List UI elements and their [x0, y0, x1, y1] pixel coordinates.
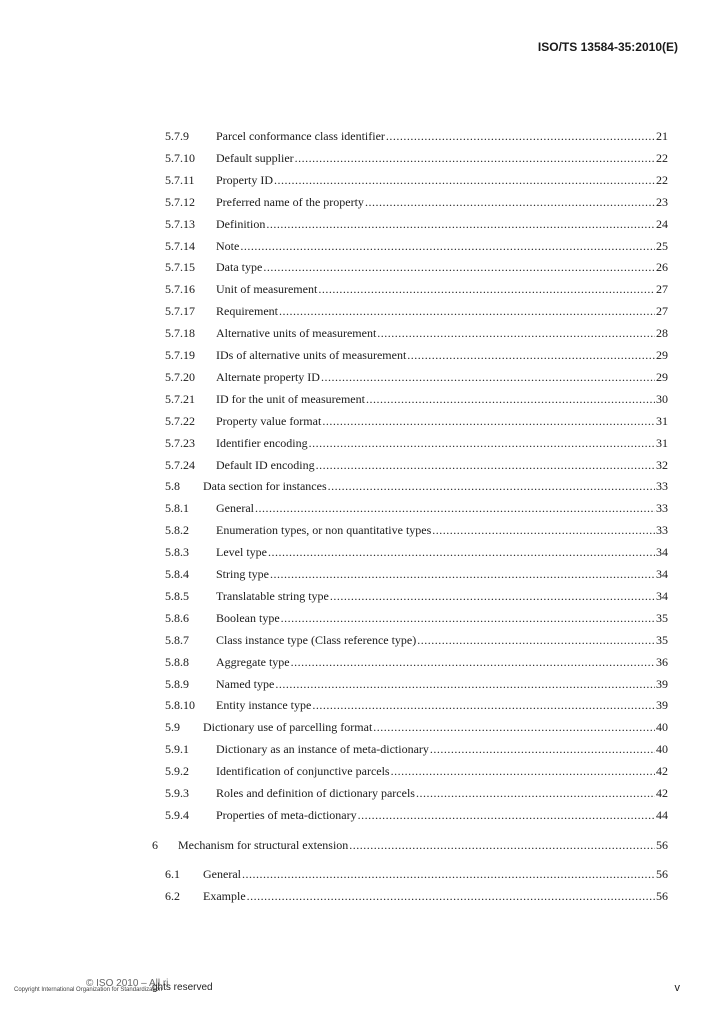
toc-entry-line — [216, 150, 668, 166]
toc-entry-title: Boolean type — [216, 610, 280, 625]
toc-entry-page: 32 — [656, 457, 668, 472]
toc-entry-title: Roles and definition of dictionary parcels — [216, 786, 415, 800]
toc-entry-page: 28 — [656, 326, 668, 341]
toc-dot-leader — [349, 837, 655, 853]
toc-entry-line — [216, 588, 668, 604]
toc-entry-title: Properties of meta-dictionary — [216, 807, 357, 822]
toc-dot-leader — [373, 719, 655, 735]
toc-dot-leader — [366, 391, 655, 407]
copyright-small-text: Copyright International Organization for Standardization — [14, 987, 163, 993]
toc-entry[interactable] — [0, 500, 724, 516]
toc-entry-page: 22 — [656, 172, 668, 187]
toc-entry[interactable] — [0, 259, 724, 275]
toc-entry-title: Alternative units of measurement — [216, 326, 377, 341]
toc-entry[interactable] — [0, 719, 724, 735]
toc-entry-page: 24 — [656, 216, 668, 231]
toc-dot-leader — [240, 238, 655, 254]
toc-entry-title: Identification of conjunctive parcels — [216, 764, 390, 779]
toc-dot-leader — [318, 281, 655, 297]
toc-entry-title: Data section for instances — [203, 479, 327, 494]
toc-entry-title: Mechanism for structural extension — [178, 837, 349, 852]
toc-entry[interactable] — [0, 654, 724, 670]
toc-entry-line — [216, 544, 668, 560]
toc-entry-title: Property value format — [216, 413, 322, 428]
toc-dot-leader — [268, 544, 655, 560]
toc-entry-title: Default ID encoding — [216, 457, 315, 472]
toc-entry-title: Unit of measurement — [216, 282, 318, 297]
toc-dot-leader — [270, 566, 655, 582]
toc-entry-number: 5.7.10 — [165, 150, 195, 165]
toc-entry-page: 34 — [656, 567, 668, 581]
toc-entry-title: Alternate property ID — [216, 369, 320, 384]
toc-entry[interactable] — [0, 522, 724, 538]
toc-entry-page: 33 — [656, 523, 668, 538]
toc-entry-number: 5.7.17 — [165, 304, 195, 319]
toc-dot-leader — [330, 588, 655, 604]
toc-entry-number: 5.7.12 — [165, 194, 195, 209]
toc-dot-leader — [328, 478, 655, 494]
copyright-overlay-text: © ISO 2010 – All ri — [86, 978, 169, 989]
toc-dot-leader — [274, 172, 655, 188]
toc-entry[interactable] — [0, 544, 724, 560]
toc-entry[interactable] — [0, 763, 724, 779]
toc-entry-line — [216, 697, 668, 713]
toc-entry[interactable] — [0, 478, 724, 494]
toc-entry-line — [216, 500, 668, 516]
toc-entry[interactable] — [0, 391, 724, 407]
toc-entry[interactable] — [0, 216, 724, 232]
toc-entry-line — [216, 610, 668, 626]
toc-entry[interactable] — [0, 837, 724, 853]
toc-entry-line — [203, 888, 668, 904]
toc-entry-title: Definition — [216, 216, 266, 231]
toc-entry-title: Dictionary as an instance of meta-dictionary — [216, 742, 429, 757]
toc-entry-page: 22 — [656, 150, 668, 165]
toc-dot-leader — [312, 697, 655, 713]
toc-entry-page: 42 — [656, 786, 668, 800]
toc-entry-number: 5.7.9 — [165, 129, 189, 143]
toc-entry[interactable] — [0, 325, 724, 341]
toc-entry[interactable] — [0, 610, 724, 626]
toc-entry-page: 39 — [656, 676, 668, 691]
toc-entry-line — [216, 676, 668, 692]
toc-entry-line — [203, 478, 668, 494]
document-id-header: ISO/TS 13584-35:2010(E) — [537, 40, 678, 54]
toc-dot-leader — [407, 347, 655, 363]
toc-entry-line — [216, 172, 668, 188]
toc-entry-page: 42 — [656, 764, 668, 779]
toc-dot-leader — [316, 457, 655, 473]
toc-entry-line — [216, 128, 668, 144]
toc-entry-page: 36 — [656, 654, 668, 669]
toc-entry-title: Example — [203, 888, 246, 903]
toc-entry-title: Parcel conformance class identifier — [216, 129, 385, 143]
toc-entry-line — [216, 325, 668, 341]
toc-entry-page: 35 — [656, 610, 668, 625]
toc-entry[interactable] — [0, 281, 724, 297]
copyright-rights-text: ghts reserved — [152, 982, 213, 993]
toc-entry[interactable] — [0, 457, 724, 473]
toc-entry-number: 5.8.3 — [165, 545, 189, 560]
toc-entry-title: Data type — [216, 260, 263, 275]
toc-entry-page: 27 — [656, 304, 668, 319]
toc-dot-leader — [266, 216, 655, 232]
toc-entry-number: 6 — [152, 837, 158, 852]
toc-entry-number: 5.8.6 — [165, 610, 189, 625]
toc-entry-title: Identifier encoding — [216, 435, 308, 450]
toc-entry-number: 5.7.19 — [165, 348, 195, 362]
toc-entry-page: 33 — [656, 479, 668, 494]
toc-entry-line — [216, 785, 668, 801]
toc-entry-title: ID for the unit of measurement — [216, 391, 365, 406]
toc-dot-leader — [321, 369, 655, 385]
toc-entry-page: 29 — [656, 348, 668, 362]
toc-dot-leader — [386, 128, 655, 144]
toc-entry-title: String type — [216, 567, 269, 581]
toc-entry-line — [216, 281, 668, 297]
toc-entry-number: 5.7.14 — [165, 238, 195, 253]
toc-entry-number: 6.1 — [165, 866, 180, 881]
toc-entry-page: 56 — [656, 888, 668, 903]
toc-entry-line — [216, 457, 668, 473]
toc-entry-line — [216, 807, 668, 823]
toc-dot-leader — [242, 866, 655, 882]
toc-entry-number: 5.7.11 — [165, 172, 195, 187]
toc-entry-line — [203, 866, 668, 882]
toc-entry-title: Default supplier — [216, 150, 294, 165]
toc-entry[interactable] — [0, 413, 724, 429]
toc-entry-line — [216, 369, 668, 385]
toc-dot-leader — [247, 888, 655, 904]
toc-entry-page: 31 — [656, 435, 668, 450]
toc-entry[interactable] — [0, 303, 724, 319]
toc-dot-leader — [309, 435, 655, 451]
toc-dot-leader — [295, 150, 655, 166]
toc-entry-number: 5.7.16 — [165, 282, 195, 297]
toc-entry[interactable] — [0, 697, 724, 713]
toc-entry-page: 26 — [656, 260, 668, 275]
toc-entry-page: 33 — [656, 501, 668, 516]
toc-entry-line — [216, 347, 668, 363]
toc-entry-number: 5.9.4 — [165, 807, 189, 822]
toc-entry-page: 25 — [656, 238, 668, 253]
toc-entry-page: 40 — [656, 742, 668, 757]
toc-dot-leader — [279, 303, 655, 319]
toc-entry-line — [216, 654, 668, 670]
toc-entry[interactable] — [0, 588, 724, 604]
toc-entry-line — [216, 435, 668, 451]
toc-entry-number: 5.7.22 — [165, 413, 195, 428]
toc-entry-number: 5.8.7 — [165, 632, 189, 647]
toc-entry[interactable] — [0, 369, 724, 385]
toc-entry[interactable] — [0, 194, 724, 210]
toc-dot-leader — [377, 325, 655, 341]
toc-dot-leader — [281, 610, 655, 626]
toc-entry[interactable] — [0, 172, 724, 188]
toc-entry-title: Named type — [216, 676, 275, 691]
toc-entry-page: 56 — [656, 866, 668, 881]
toc-entry-number: 5.8.8 — [165, 654, 189, 669]
toc-dot-leader — [416, 785, 655, 801]
toc-entry-title: Enumeration types, or non quantitative types — [216, 523, 432, 538]
toc-entry-line — [216, 632, 668, 648]
toc-entry-number: 5.9 — [165, 720, 180, 735]
toc-entry-title: Dictionary use of parcelling format — [203, 720, 373, 735]
toc-entry-page: 34 — [656, 588, 668, 603]
toc-entry-title: Property ID — [216, 172, 273, 187]
toc-entry-page: 21 — [656, 129, 668, 143]
toc-dot-leader — [391, 763, 655, 779]
toc-dot-leader — [358, 807, 655, 823]
toc-entry[interactable] — [0, 435, 724, 451]
toc-entry-page: 44 — [656, 807, 668, 822]
toc-entry-title: General — [203, 866, 241, 881]
toc-entry-number: 5.7.20 — [165, 369, 195, 384]
toc-entry-title: Note — [216, 238, 240, 253]
toc-dot-leader — [291, 654, 655, 670]
toc-entry-number: 5.8.4 — [165, 567, 189, 581]
toc-entry-line — [216, 566, 668, 582]
toc-entry-title: Aggregate type — [216, 654, 290, 669]
toc-entry-line — [216, 216, 668, 232]
toc-entry[interactable] — [0, 676, 724, 692]
toc-entry[interactable] — [0, 632, 724, 648]
toc-entry-title: Preferred name of the property — [216, 194, 364, 209]
toc-entry-page: 56 — [656, 837, 668, 852]
page-number: v — [674, 982, 680, 994]
toc-entry-page: 29 — [656, 369, 668, 384]
toc-entry[interactable] — [0, 741, 724, 757]
toc-entry-number: 5.8.2 — [165, 523, 189, 538]
toc-entry-number: 5.7.24 — [165, 457, 195, 472]
toc-entry-page: 27 — [656, 282, 668, 297]
toc-entry[interactable] — [0, 785, 724, 801]
toc-entry-page: 34 — [656, 545, 668, 560]
toc-dot-leader — [322, 413, 655, 429]
toc-entry-number: 5.9.2 — [165, 764, 189, 779]
toc-entry-page: 39 — [656, 698, 668, 713]
toc-entry-number: 5.7.23 — [165, 435, 195, 450]
toc-entry-page: 23 — [656, 194, 668, 209]
toc-entry-line — [216, 413, 668, 429]
toc-entry-page: 40 — [656, 720, 668, 735]
toc-entry-line — [203, 719, 668, 735]
toc-entry[interactable] — [0, 807, 724, 823]
toc-entry[interactable] — [0, 238, 724, 254]
toc-entry-title: Class instance type (Class reference type) — [216, 632, 417, 647]
toc-entry-line — [216, 741, 668, 757]
toc-entry[interactable] — [0, 150, 724, 166]
toc-dot-leader — [365, 194, 655, 210]
toc-entry-title: Requirement — [216, 304, 278, 319]
toc-entry-line — [216, 194, 668, 210]
toc-entry-number: 5.8.5 — [165, 588, 189, 603]
toc-entry-number: 5.7.21 — [165, 391, 195, 406]
toc-entry[interactable] — [0, 566, 724, 582]
toc-entry-title: General — [216, 501, 254, 516]
toc-entry-page: 35 — [656, 632, 668, 647]
toc-entry-number: 5.7.18 — [165, 326, 195, 341]
toc-entry-number: 5.8.9 — [165, 676, 189, 691]
toc-entry-line — [216, 522, 668, 538]
toc-entry[interactable] — [0, 347, 724, 363]
toc-entry[interactable] — [0, 866, 724, 882]
toc-entry-title: IDs of alternative units of measurement — [216, 348, 407, 362]
toc-entry-number: 5.9.3 — [165, 786, 189, 800]
toc-dot-leader — [432, 522, 655, 538]
toc-entry-line — [216, 763, 668, 779]
toc-entry-line — [216, 238, 668, 254]
toc-dot-leader — [263, 259, 655, 275]
toc-entry[interactable] — [0, 888, 724, 904]
toc-entry-line — [216, 391, 668, 407]
toc-entry-line — [216, 259, 668, 275]
toc-entry-page: 30 — [656, 391, 668, 406]
toc-dot-leader — [417, 632, 655, 648]
toc-entry-line — [178, 837, 668, 853]
toc-entry-title: Translatable string type — [216, 588, 329, 603]
toc-entry-number: 5.7.15 — [165, 260, 195, 275]
toc-entry[interactable] — [0, 128, 724, 144]
toc-dot-leader — [430, 741, 655, 757]
toc-entry-number: 5.7.13 — [165, 216, 195, 231]
toc-entry-title: Level type — [216, 545, 267, 560]
toc-dot-leader — [275, 676, 655, 692]
toc-entry-number: 5.8.10 — [165, 698, 195, 713]
toc-entry-line — [216, 303, 668, 319]
toc-entry-title: Entity instance type — [216, 698, 312, 713]
toc-entry-number: 5.9.1 — [165, 742, 189, 757]
toc-entry-number: 5.8.1 — [165, 501, 189, 516]
toc-entry-number: 5.8 — [165, 479, 180, 494]
toc-entry-number: 6.2 — [165, 888, 180, 903]
toc-dot-leader — [255, 500, 655, 516]
toc-entry-page: 31 — [656, 413, 668, 428]
